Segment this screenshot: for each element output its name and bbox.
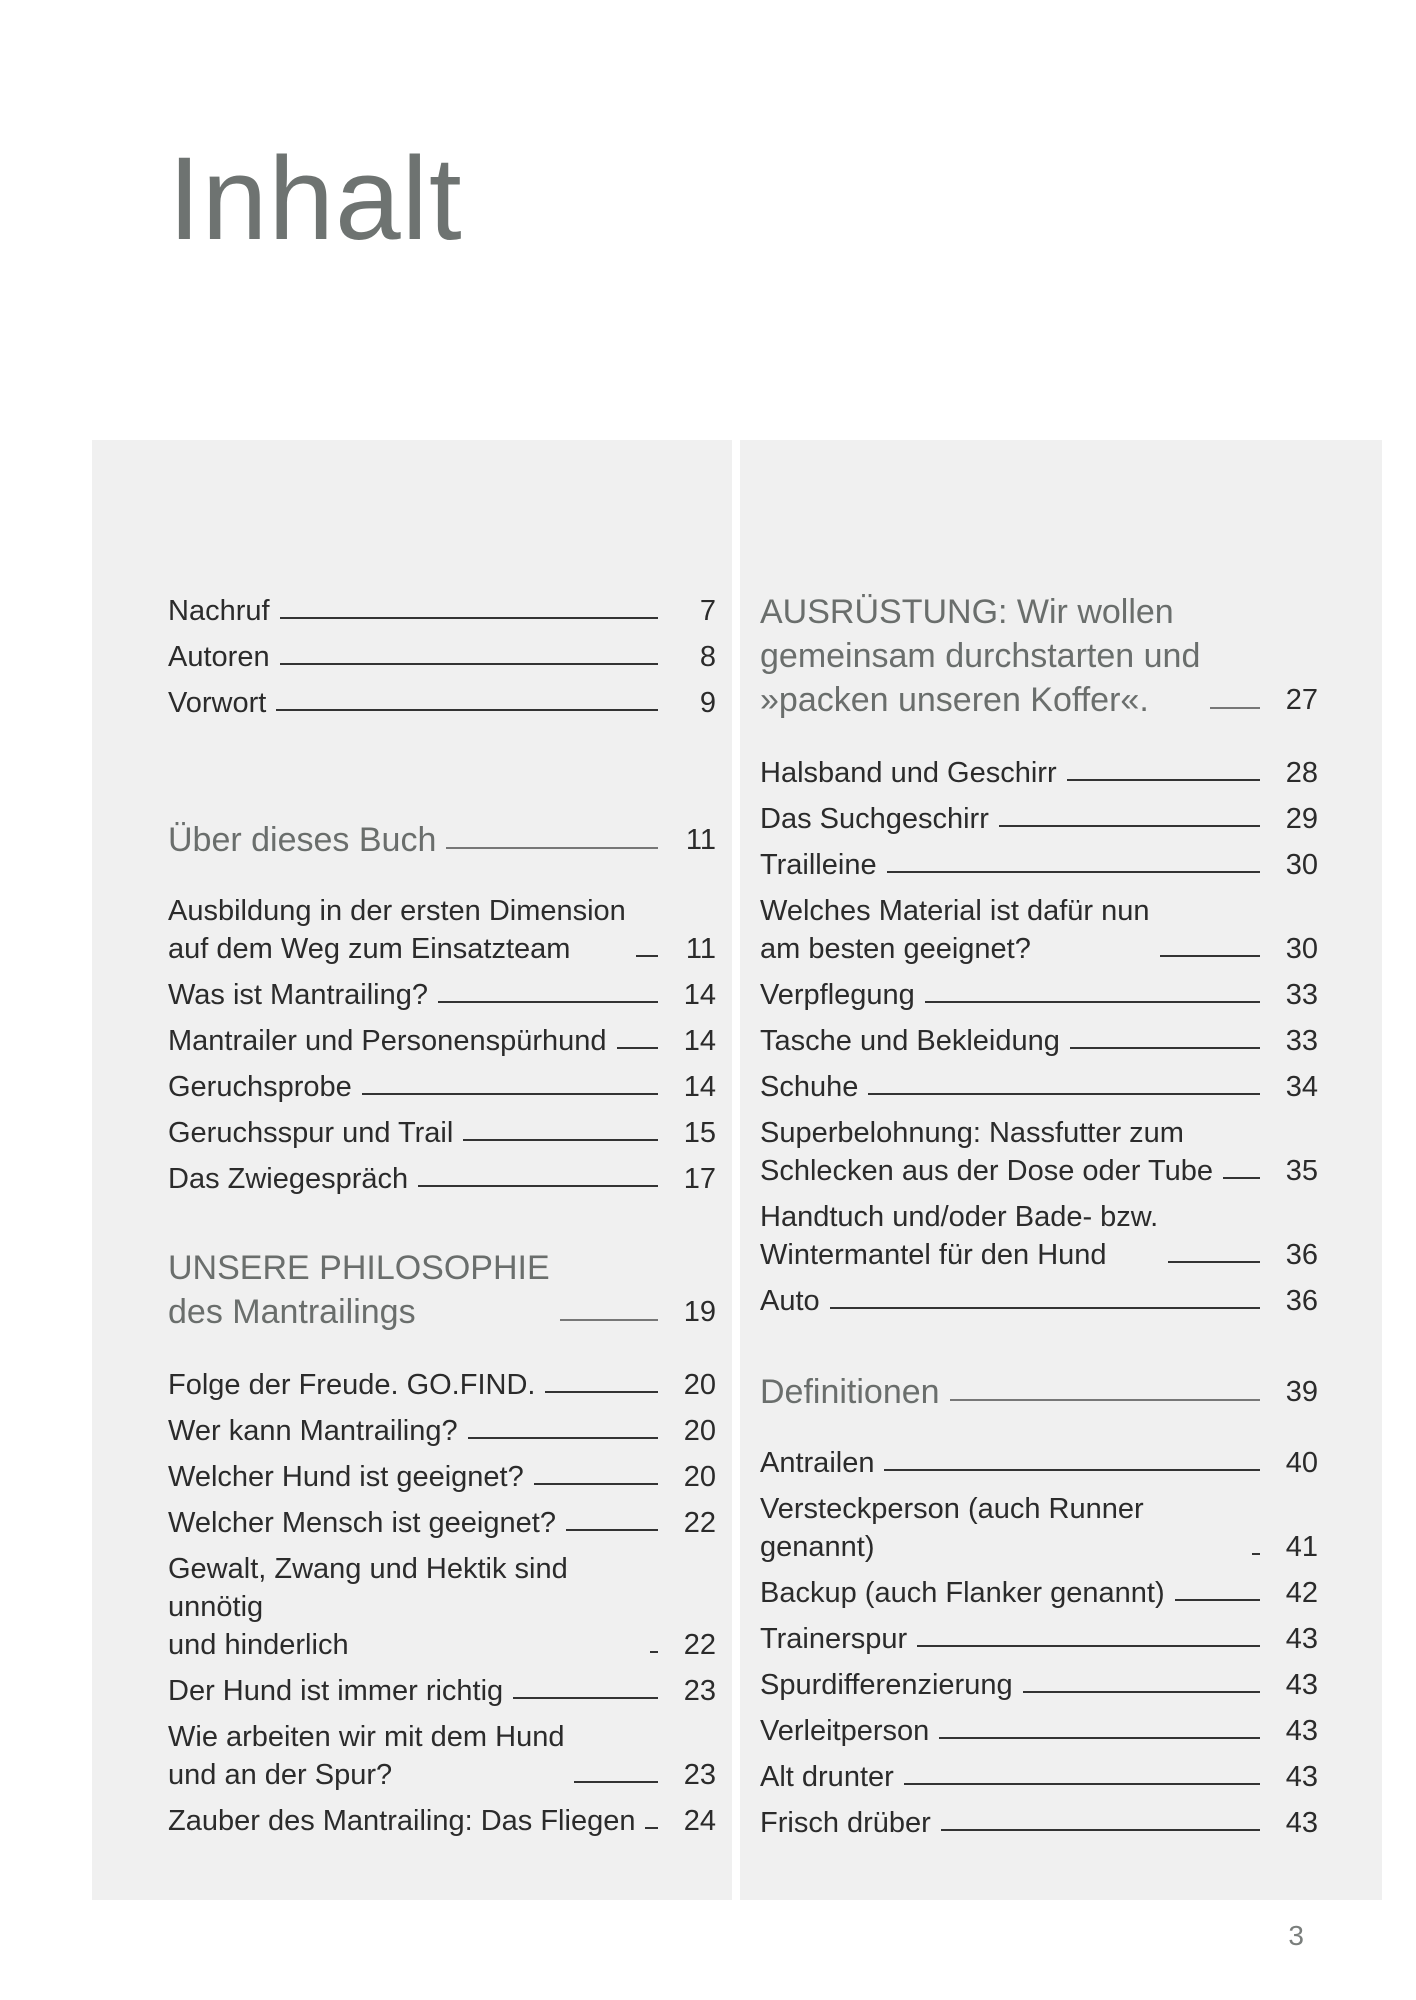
toc-page-number: 20 [683, 1369, 716, 1401]
toc-column-left [92, 440, 732, 1900]
toc-page-number: 8 [699, 641, 716, 673]
toc-entry-title: Das Suchgeschirr [760, 803, 989, 835]
toc-spacer [168, 1342, 732, 1366]
toc-entry-title: Handtuch und/oder Bade- bzw. Wintermantel für den Hund [760, 1201, 1159, 1271]
toc-entry[interactable] [168, 1068, 716, 1106]
toc-page-number: 11 [685, 824, 716, 856]
toc-page-number: 43 [1285, 1623, 1318, 1655]
toc-spacer [168, 870, 732, 892]
toc-entry-title: Nachruf [168, 595, 270, 627]
toc-entry[interactable] [168, 1550, 716, 1664]
toc-leader-line [574, 1781, 658, 1783]
toc-leader-line [868, 1093, 1260, 1095]
toc-page-number: 19 [683, 1296, 716, 1328]
toc-entry-title: Ausbildung in der ersten Dimension auf dem Weg zum Einsatzteam [168, 895, 626, 965]
toc-entry[interactable] [168, 1718, 716, 1794]
toc-leader-line [999, 825, 1260, 827]
toc-page-number: 41 [1285, 1531, 1318, 1563]
toc-leader-line [617, 1047, 659, 1049]
toc-page-number: 20 [683, 1461, 716, 1493]
toc-entry[interactable] [168, 1672, 716, 1710]
toc-entry[interactable] [760, 1758, 1318, 1796]
toc-entry-title: Halsband und Geschirr [760, 757, 1057, 789]
toc-entry[interactable] [760, 1712, 1318, 1750]
toc-leader-line [446, 847, 658, 849]
toc-page-number: 40 [1285, 1447, 1318, 1479]
toc-leader-line [418, 1185, 658, 1187]
toc-leader-line [636, 955, 658, 957]
toc-spacer [760, 1328, 1382, 1370]
toc-page-number: 42 [1285, 1577, 1318, 1609]
toc-entry-title: Wer kann Mantrailing? [168, 1415, 458, 1447]
toc-page-number: 30 [1285, 933, 1318, 965]
toc-entry-title: Was ist Mantrailing? [168, 979, 429, 1011]
toc-entry-title: Über dieses Buch [168, 821, 437, 859]
toc-leader-line [904, 1783, 1260, 1785]
toc-page-number: 24 [683, 1805, 716, 1837]
toc-leader-line [950, 1399, 1260, 1401]
toc-entry[interactable] [760, 1282, 1318, 1320]
toc-entry-title: Folge der Freude. GO.FIND. [168, 1369, 536, 1401]
toc-entry[interactable] [760, 1068, 1318, 1106]
toc-leader-line [939, 1737, 1260, 1739]
toc-entry-title: Trailleine [760, 849, 877, 881]
toc-entry-title: Mantrailer und Personenspürhund [168, 1025, 607, 1057]
toc-page-number: 9 [699, 687, 716, 719]
toc-spacer [760, 730, 1382, 754]
toc-leader-line [560, 1319, 658, 1321]
toc-entry[interactable] [760, 1804, 1318, 1842]
toc-entry[interactable] [760, 1114, 1318, 1190]
toc-leader-line [645, 1827, 658, 1829]
toc-page-number: 14 [683, 1025, 716, 1057]
toc-leader-line [276, 709, 658, 711]
toc-entry-title: Vorwort [168, 687, 267, 719]
toc-page-number: 34 [1285, 1071, 1318, 1103]
toc-page-number: 23 [683, 1675, 716, 1707]
toc-entry[interactable] [760, 1574, 1318, 1612]
toc-entry-title: Verpflegung [760, 979, 915, 1011]
toc-entry[interactable] [760, 1620, 1318, 1658]
toc-leader-line [1252, 1553, 1260, 1555]
toc-spacer [168, 730, 732, 818]
toc-entry[interactable] [168, 976, 716, 1014]
toc-entry[interactable] [760, 800, 1318, 838]
toc-leader-line [1160, 955, 1260, 957]
toc-leader-line [884, 1469, 1260, 1471]
toc-page-number: 29 [1285, 803, 1318, 835]
toc-entry[interactable] [168, 1504, 716, 1542]
toc-section-heading[interactable] [168, 1246, 716, 1334]
toc-leader-line [362, 1093, 658, 1095]
toc-entry[interactable] [760, 1022, 1318, 1060]
toc-entry[interactable] [168, 638, 716, 676]
toc-page-number: 27 [1285, 684, 1318, 716]
toc-page-number: 23 [683, 1759, 716, 1791]
toc-page-number: 43 [1285, 1669, 1318, 1701]
toc-leader-line [1067, 779, 1260, 781]
toc-entry-title: Autoren [168, 641, 270, 673]
toc-entry-title: Welches Material ist dafür nun am besten geeignet? [760, 895, 1150, 965]
page-title: Inhalt [168, 133, 463, 265]
toc-page-number: 22 [683, 1507, 716, 1539]
toc-leader-line [534, 1483, 658, 1485]
toc-entry-title: Schuhe [760, 1071, 859, 1103]
toc-page-number: 11 [685, 933, 716, 965]
toc-leader-line [438, 1001, 658, 1003]
toc-entry[interactable] [760, 846, 1318, 884]
toc-leader-line [941, 1829, 1260, 1831]
toc-entry[interactable] [168, 1412, 716, 1450]
toc-entry-title: Verleitperson [760, 1715, 930, 1747]
toc-entry[interactable] [760, 1490, 1318, 1566]
toc-page-number: 28 [1285, 757, 1318, 789]
toc-leader-line [1175, 1599, 1260, 1601]
page-number: 3 [1288, 1920, 1304, 1951]
toc-page-number: 17 [683, 1163, 716, 1195]
toc-page-number: 30 [1285, 849, 1318, 881]
toc-entry-title: Tasche und Bekleidung [760, 1025, 1060, 1057]
toc-leader-line [280, 663, 658, 665]
toc-entry[interactable] [168, 892, 716, 968]
toc-page-number: 33 [1285, 1025, 1318, 1057]
toc-leader-line [925, 1001, 1260, 1003]
toc-page-number: 36 [1285, 1285, 1318, 1317]
toc-entry-title: Das Zwiegespräch [168, 1163, 409, 1195]
toc-leader-line [468, 1437, 658, 1439]
toc-entry-title: Backup (auch Flanker genannt) [760, 1577, 1165, 1609]
toc-entry[interactable] [760, 1444, 1318, 1482]
toc-entry-title: Versteckperson (auch Runner genannt) [760, 1493, 1144, 1563]
toc-entry[interactable] [168, 1022, 716, 1060]
toc-entry-title: Definitionen [760, 1373, 940, 1411]
toc-page-number: 36 [1285, 1239, 1318, 1271]
toc-entry-title: Auto [760, 1285, 820, 1317]
toc-page-number: 14 [683, 1071, 716, 1103]
toc-leader-line [917, 1645, 1260, 1647]
toc-section-heading[interactable] [760, 590, 1318, 722]
toc-page-number: 39 [1285, 1376, 1318, 1408]
toc-leader-line [830, 1307, 1260, 1309]
toc-entry-title: Frisch drüber [760, 1807, 931, 1839]
toc-entry-title: Geruchsprobe [168, 1071, 352, 1103]
toc-entry-title: Wie arbeiten wir mit dem Hund und an der Spur? [168, 1721, 565, 1791]
toc-entry[interactable] [760, 754, 1318, 792]
toc-entry-title: UNSERE PHILOSOPHIE des Mantrailings [168, 1249, 550, 1331]
toc-entry-title: Welcher Mensch ist geeignet? [168, 1507, 556, 1539]
toc-column-right [740, 440, 1382, 1900]
toc-entry[interactable] [168, 1114, 716, 1152]
toc-page-number: 22 [683, 1629, 716, 1661]
toc-section-heading[interactable] [168, 818, 716, 862]
toc-page-number: 7 [699, 595, 716, 627]
toc-leader-line [513, 1697, 658, 1699]
toc-entry[interactable] [168, 1160, 716, 1198]
toc-entry-title: Gewalt, Zwang und Hektik sind unnötig und hinderlich [168, 1553, 568, 1661]
toc-page-number: 33 [1285, 979, 1318, 1011]
toc-entry-title: Spurdifferenzierung [760, 1669, 1013, 1701]
toc-leader-line [1023, 1691, 1260, 1693]
toc-spacer [760, 1422, 1382, 1444]
toc-page-number: 20 [683, 1415, 716, 1447]
toc-entry[interactable] [168, 1458, 716, 1496]
toc-leader-line [650, 1651, 658, 1653]
toc-leader-line [566, 1529, 658, 1531]
toc-entry[interactable] [760, 892, 1318, 968]
toc-entry-title: Zauber des Mantrailing: Das Fliegen [168, 1805, 636, 1837]
toc-leader-line [463, 1139, 658, 1141]
toc-entry[interactable] [168, 684, 716, 722]
toc-entry-title: Trainerspur [760, 1623, 908, 1655]
toc-entry[interactable] [760, 976, 1318, 1014]
toc-entry[interactable] [760, 1666, 1318, 1704]
toc-page-number: 43 [1285, 1715, 1318, 1747]
toc-page-number: 14 [683, 979, 716, 1011]
toc-spacer [168, 1206, 732, 1246]
toc-leader-line [1168, 1261, 1260, 1263]
toc-leader-line [280, 617, 658, 619]
toc-entry-title: Superbelohnung: Nassfutter zum Schlecken aus der Dose oder Tube [760, 1117, 1213, 1187]
toc-entry-title: Antrailen [760, 1447, 875, 1479]
toc-entry[interactable] [760, 1198, 1318, 1274]
toc-leader-line [887, 871, 1260, 873]
toc-entry[interactable] [168, 592, 716, 630]
toc-entry-title: AUSRÜSTUNG: Wir wollen gemeinsam durchstarten und »packen unseren Koffer«. [760, 593, 1201, 719]
toc-entry-title: Alt drunter [760, 1761, 894, 1793]
toc-entry-title: Geruchsspur und Trail [168, 1117, 454, 1149]
toc-page-number: 43 [1285, 1807, 1318, 1839]
toc-page-number: 35 [1285, 1155, 1318, 1187]
toc-page-number: 15 [683, 1117, 716, 1149]
toc-leader-line [1223, 1177, 1260, 1179]
toc-leader-line [1210, 707, 1260, 709]
toc-entry[interactable] [168, 1366, 716, 1404]
toc-page-number: 43 [1285, 1761, 1318, 1793]
toc-entry-title: Der Hund ist immer richtig [168, 1675, 504, 1707]
toc-entry-title: Welcher Hund ist geeignet? [168, 1461, 524, 1493]
toc-section-heading[interactable] [760, 1370, 1318, 1414]
toc-entry[interactable] [168, 1802, 716, 1840]
toc-leader-line [1070, 1047, 1260, 1049]
toc-leader-line [545, 1391, 658, 1393]
